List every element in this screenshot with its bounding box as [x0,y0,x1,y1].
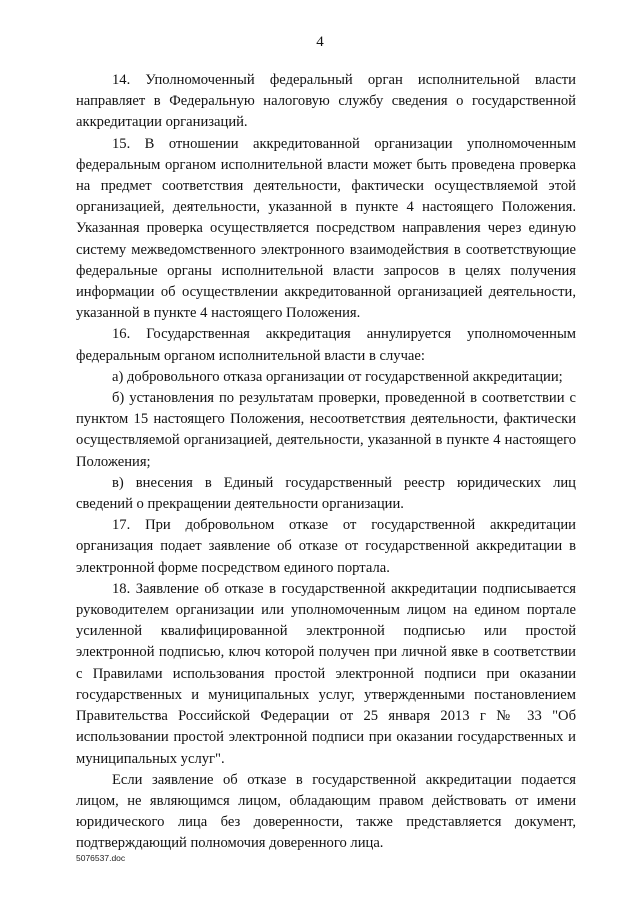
paragraph-14: 14. Уполномоченный федеральный орган исполнительной власти направляет в Федеральную налоговую службу сведения о государственной аккредитации организаций. [76,72,576,131]
paragraph-15: 15. В отношении аккредитованной организации уполномоченным федеральным органом исполнительной власти может быть проведена проверка на предмет соответствия деятельности, фактически осуществляемой этой организацией, деятельности, указанной в пункте 4 настоящего Положения. Указанная проверка осуществляется посредством направления через единую систему межведомственного электронного взаимодействия в соответствующие федеральные органы исполнительной власти запросов в целях получения информации об осуществлении аккредитованной организацией деятельности, указанной в пункте 4 настоящего Положения. [76,135,576,322]
paragraph-16-v: в) внесения в Единый государственный реестр юридических лиц сведений о прекращении деятельности организации. [76,474,576,513]
document-code: 5076537.doc [76,853,126,863]
document-body [76,70,576,855]
paragraph-17: 17. При добровольном отказе от государственной аккредитации организация подает заявление об отказе от государственной аккредитации в электронной форме посредством единого портала. [76,517,576,576]
paragraph-16-a: а) добровольного отказа организации от государственной аккредитации; [112,368,563,385]
paragraph-18-continuation: Если заявление об отказе в государственной аккредитации подается лицом, не являющимся лицом, обладающим правом действовать от имени юридического лица без доверенности, также представляется документ, подтверждающий полномочия доверенного лица. [76,771,576,852]
paragraph-16: 16. Государственная аккредитация аннулируется уполномоченным федеральным органом исполнительной власти в случае: [76,326,576,364]
paragraph-16-b: б) установления по результатам проверки, проведенной в соответствии с пунктом 15 настоящего Положения, несоответствия деятельности, фактически осуществляемой организацией, деятельности, указанной в пункте 4 настоящего Положения; [76,390,576,470]
page-number: 4 [316,34,324,50]
paragraph-18: 18. Заявление об отказе в государственной аккредитации подписывается руководителем организации или уполномоченным лицом на едином портале усиленной квалифицированной электронной подписью или простой электронной подписью, ключ которой получен при личной явке в соответствии с Правилами использования простой электронной подписи при оказании государственных и муниципальных услуг, утвержденными постановлением Правительства Российской Федерации от 25 января 2013 г № 33 "Об использовании простой электронной подписи при оказании государственных и муниципальных услуг". [76,580,576,767]
